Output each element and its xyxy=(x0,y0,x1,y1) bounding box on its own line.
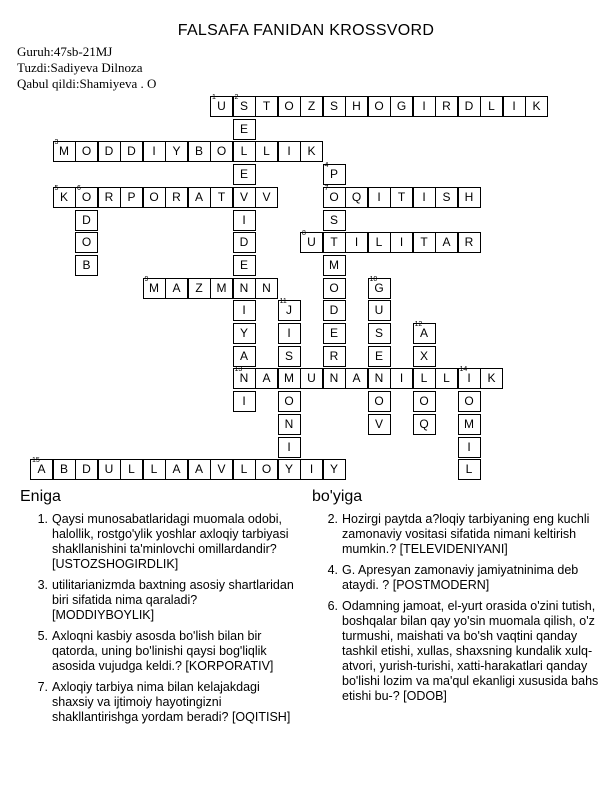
crossword-cell xyxy=(233,278,256,299)
crossword-cell xyxy=(75,255,98,276)
cell-letter: I xyxy=(242,394,246,409)
crossword-cell xyxy=(278,300,301,321)
cell-letter: L xyxy=(150,462,158,477)
down-clue-list xyxy=(320,512,600,710)
crossword-cell xyxy=(120,459,143,480)
crossword-cell xyxy=(368,96,391,117)
cell-letter: D xyxy=(329,303,339,318)
clue-number-label: 3 xyxy=(54,139,59,147)
crossword-cell xyxy=(458,414,481,435)
group-line: Guruh:47sb-21MJ xyxy=(17,44,113,59)
crossword-cell xyxy=(323,300,346,321)
clue-text: Axloqiy tarbiya nima bilan kelajakdagi shaxsiy va ijtimoiy hayotingizni shakllantirishga yordam beradi? [OQITISH] xyxy=(52,680,291,724)
crossword-cell xyxy=(413,346,436,367)
cell-letter: D xyxy=(82,462,91,477)
crossword-cell xyxy=(165,459,188,480)
crossword-cell xyxy=(323,232,346,253)
clue-number: 5. xyxy=(37,629,48,643)
crossword-cell xyxy=(323,323,346,344)
cell-letter: R xyxy=(464,235,474,250)
cell-letter: P xyxy=(329,167,338,182)
cell-letter: A xyxy=(194,189,203,204)
crossword-cell xyxy=(368,187,391,208)
cell-letter: Y xyxy=(172,144,181,159)
cell-letter: S xyxy=(442,189,451,204)
crossword-cell xyxy=(323,278,346,299)
crossword-cell xyxy=(413,323,436,344)
cell-letter: A xyxy=(172,280,181,295)
crossword-cell xyxy=(188,187,211,208)
crossword-cell xyxy=(143,275,166,299)
crossword-cell xyxy=(255,278,278,299)
cell-letter: L xyxy=(375,235,383,250)
crossword-cell xyxy=(233,96,256,117)
crossword-cell xyxy=(120,141,143,162)
cell-letter: O xyxy=(284,99,294,113)
cell-letter: O xyxy=(374,99,384,113)
crossword-cell xyxy=(233,119,256,140)
crossword-cell xyxy=(233,300,256,321)
cell-letter: I xyxy=(377,189,381,204)
crossword-cell xyxy=(458,459,481,480)
cell-letter: Y xyxy=(239,326,248,340)
clue-number-label: 10 xyxy=(369,275,378,283)
cell-letter: V xyxy=(217,462,226,477)
cell-letter: R xyxy=(329,348,339,363)
crossword-cell xyxy=(390,232,413,253)
clue-item xyxy=(30,680,302,725)
cell-letter: A xyxy=(419,326,428,340)
clue-number: 7. xyxy=(37,680,48,694)
crossword-cell xyxy=(300,96,323,117)
cell-letter: O xyxy=(329,189,339,204)
cell-letter: Y xyxy=(284,462,293,477)
clue-item xyxy=(320,512,600,557)
crossword-cell xyxy=(233,141,256,162)
cell-letter: N xyxy=(284,416,294,431)
cell-letter: R xyxy=(442,99,451,113)
crossword-cell xyxy=(278,459,301,480)
cell-letter: L xyxy=(240,462,248,477)
crossword-cell xyxy=(503,96,526,117)
cell-letter: A xyxy=(442,235,451,250)
crossword-cell xyxy=(368,391,391,412)
clue-number-label: 5 xyxy=(54,184,59,192)
crossword-cell xyxy=(413,368,436,389)
down-heading: bo'yiga xyxy=(312,488,363,505)
cell-letter: O xyxy=(374,394,384,409)
clue-number: 1. xyxy=(37,512,48,526)
crossword-cell xyxy=(390,187,413,208)
cell-letter: L xyxy=(465,462,473,477)
page-title: FALSAFA FANIDAN KROSSVORD xyxy=(177,22,435,39)
cell-letter: I xyxy=(422,99,426,113)
crossword-cell xyxy=(480,96,503,117)
crossword-cell xyxy=(233,459,256,480)
crossword-cell xyxy=(75,141,98,162)
crossword-cell xyxy=(413,187,436,208)
crossword-cell xyxy=(233,323,256,344)
crossword-cell xyxy=(345,368,368,389)
crossword-cell xyxy=(323,368,346,389)
crossword-cell xyxy=(413,96,436,117)
crossword-cell xyxy=(233,346,256,367)
crossword-cell xyxy=(210,96,233,117)
clue-number: 4. xyxy=(327,563,338,577)
cell-letter: O xyxy=(464,394,474,409)
crossword-cell xyxy=(278,437,301,458)
crossword-cell xyxy=(323,164,346,185)
cell-letter: M xyxy=(329,257,339,272)
accepted-line: Qabul qildi:Shamiyeva . O xyxy=(17,76,157,91)
clue-item xyxy=(30,512,302,572)
cell-letter: L xyxy=(488,99,495,113)
clue-number-label: 6 xyxy=(77,184,81,192)
cell-letter: Q xyxy=(419,416,429,431)
clue-text: Axloqni kasbiy asosda bo'lish bilan bir qatorda, uning bo'linishi qaysi bog'liqlik asosida vujudga keldi.? [KORPORATIV] xyxy=(52,629,274,673)
cell-letter: D xyxy=(127,144,136,159)
cell-letter: M xyxy=(59,144,69,159)
cell-letter: L xyxy=(420,371,428,386)
crossword-cell xyxy=(413,391,436,412)
cell-letter: A xyxy=(352,371,361,386)
crossword-cell xyxy=(368,346,391,367)
crossword-cell xyxy=(278,141,301,162)
cell-letter: D xyxy=(104,144,114,159)
cell-letter: Q xyxy=(351,189,362,204)
cell-letter: D xyxy=(239,235,249,250)
cell-letter: I xyxy=(309,462,314,477)
cell-letter: A xyxy=(194,462,203,477)
clue-number-label: 8 xyxy=(302,230,306,238)
cell-letter: I xyxy=(287,439,291,454)
cell-letter: V xyxy=(262,189,271,204)
crossword-cell xyxy=(345,187,368,208)
cell-letter: S xyxy=(239,99,248,113)
crossword-cell xyxy=(53,184,76,208)
author-line: Tuzdi:Sadiyeva Dilnoza xyxy=(17,60,143,75)
crossword-cell xyxy=(323,96,346,117)
cell-letter: M xyxy=(149,280,159,295)
cell-letter: L xyxy=(263,144,270,159)
crossword-cell xyxy=(30,459,53,480)
crossword-cell xyxy=(210,141,233,162)
crossword-cell xyxy=(255,368,278,389)
clue-text: Odamning jamoat, el-yurt orasida o'zini tutish, boshqalar bilan qay yo'sin muomala qilish, o'z turmushi, maishati va bo'sh vaqtini qanday tashkil etishi, xullas, shaxsning kundalik xulq-atvori, yurish-turishi, xatti-harakatlari qanday bo'lishi lozim va ma'qul ekanligi xususida bahs etishi bu-? [ODOB] xyxy=(342,599,599,703)
cell-letter: P xyxy=(127,189,136,204)
cell-letter: V xyxy=(239,189,248,204)
crossword-cell xyxy=(188,459,211,480)
clue-number-label: 15 xyxy=(32,457,40,465)
crossword-cell xyxy=(368,323,391,344)
crossword-cell xyxy=(480,368,503,389)
cell-letter: E xyxy=(329,326,338,340)
cell-letter: T xyxy=(330,235,338,250)
crossword-cell xyxy=(458,391,481,412)
cell-letter: M xyxy=(464,416,474,431)
clue-number-label: 13 xyxy=(234,366,243,374)
cell-letter: I xyxy=(399,235,404,250)
crossword-cell xyxy=(458,187,481,208)
crossword-cell xyxy=(368,414,391,435)
cell-letter: Z xyxy=(307,99,316,113)
clue-number-label: 9 xyxy=(144,275,149,283)
cell-letter: I xyxy=(399,371,404,386)
clue-item xyxy=(30,578,302,623)
clue-number-label: 7 xyxy=(324,184,329,192)
cell-letter: Z xyxy=(195,280,203,295)
crossword-cell xyxy=(413,232,436,253)
crossword-cell xyxy=(188,141,211,162)
cell-letter: M xyxy=(216,280,227,295)
clue-text: Qaysi munosabatlaridagi muomala odobi, halollik, rostgo'ylik yoshlar axloqiy tarbiyasi shakllanishini ta'minlovchi omillardandir? [USTOZSHOGIRDLIK] xyxy=(52,512,289,571)
crossword-cell xyxy=(458,437,481,458)
crossword-cell xyxy=(458,232,481,253)
crossword-cell xyxy=(233,255,256,276)
cell-letter: I xyxy=(242,212,246,227)
cell-letter: I xyxy=(467,371,471,386)
cell-letter: H xyxy=(352,99,361,113)
cell-letter: T xyxy=(420,235,428,250)
crossword-cell xyxy=(278,346,301,367)
crossword-cell xyxy=(75,232,98,253)
cell-letter: N xyxy=(374,371,384,386)
crossword-cell xyxy=(525,96,548,117)
cell-letter: T xyxy=(217,189,226,204)
cell-letter: B xyxy=(59,462,68,477)
crossword-cell xyxy=(75,184,98,208)
crossword-cell xyxy=(345,232,368,253)
clue-item xyxy=(320,563,600,593)
crossword-cell xyxy=(120,187,143,208)
crossword-cell xyxy=(300,368,323,389)
cell-letter: U xyxy=(307,235,316,250)
cell-letter: B xyxy=(194,144,203,159)
crossword-cell xyxy=(435,368,458,389)
crossword-cell xyxy=(300,459,323,480)
crossword-cell xyxy=(233,187,256,208)
cell-letter: K xyxy=(487,371,496,386)
cell-letter: D xyxy=(82,212,91,227)
cell-letter: N xyxy=(262,280,271,295)
crossword-cell xyxy=(255,141,278,162)
crossword-cell xyxy=(435,96,458,117)
clue-number-label: 11 xyxy=(279,298,287,306)
crossword-cell xyxy=(413,414,436,435)
cell-letter: A xyxy=(37,462,46,477)
crossword-cell xyxy=(165,278,188,299)
cell-letter: L xyxy=(128,462,135,477)
cell-letter: I xyxy=(242,303,246,318)
cell-letter: S xyxy=(329,212,338,227)
cell-letter: R xyxy=(104,189,114,204)
crossword-cell xyxy=(435,187,458,208)
crossword-cell xyxy=(210,187,233,208)
clue-number-label: 1 xyxy=(212,94,216,101)
clue-text: utilitarianizmda baxtning asosiy shartlaridan biri sifatida nima qaraladi? [MODDIYBOYLIK] xyxy=(52,578,294,622)
crossword-cell xyxy=(255,459,278,480)
crossword-cell xyxy=(323,184,346,208)
cell-letter: R xyxy=(172,189,181,204)
cell-letter: E xyxy=(239,121,248,136)
crossword-cell xyxy=(368,368,391,389)
crossword-cell xyxy=(98,459,121,480)
clue-text: Hozirgi paytda a?loqiy tarbiyaning eng kuchli zamonaviy vositasi sifatida nimani keltirish mumkin.? [TELEVIDENIYANI] xyxy=(342,512,590,556)
cell-letter: O xyxy=(81,235,92,250)
clue-text: G. Apresyan zamonaviy jamiyatninima deb ataydi. ? [POSTMODERN] xyxy=(342,563,579,592)
crossword-cell xyxy=(368,300,391,321)
cell-letter: I xyxy=(512,99,516,113)
cell-letter: N xyxy=(239,280,249,295)
crossword-cell xyxy=(233,391,256,412)
crossword-cell xyxy=(300,141,323,162)
crossword-cell xyxy=(368,232,391,253)
crossword-cell xyxy=(278,391,301,412)
cell-letter: L xyxy=(240,144,248,159)
cell-letter: O xyxy=(81,189,92,204)
cell-letter: J xyxy=(286,303,292,318)
cell-letter: A xyxy=(172,462,181,477)
crossword-cell xyxy=(458,96,481,117)
crossword-cell xyxy=(278,323,301,344)
cell-letter: H xyxy=(464,189,474,204)
cell-letter: L xyxy=(443,371,450,386)
cell-letter: K xyxy=(307,144,316,159)
crossword-cell xyxy=(143,459,166,480)
cell-letter: G xyxy=(396,99,407,113)
cell-letter: O xyxy=(216,144,227,159)
crossword-cell xyxy=(210,459,233,480)
cell-letter: I xyxy=(354,235,359,250)
crossword-cell xyxy=(233,232,256,253)
cell-letter: I xyxy=(152,144,156,159)
crossword-cell xyxy=(345,96,368,117)
crossword-cell xyxy=(233,368,256,389)
across-heading: Eniga xyxy=(20,488,61,505)
cell-letter: E xyxy=(239,167,248,182)
crossword-cell xyxy=(300,232,323,253)
cell-letter: A xyxy=(262,371,271,386)
clue-number: 2. xyxy=(327,512,338,526)
crossword-cell xyxy=(323,346,346,367)
cell-letter: Y xyxy=(329,462,338,477)
cell-letter: N xyxy=(329,371,339,386)
cell-letter: E xyxy=(239,257,248,272)
crossword-cell xyxy=(368,275,391,299)
cell-letter: O xyxy=(261,462,272,477)
cell-letter: D xyxy=(464,99,474,113)
cell-letter: N xyxy=(239,371,249,386)
crossword-cell xyxy=(75,459,98,480)
clue-item xyxy=(320,599,600,704)
crossword-cell xyxy=(458,368,481,389)
crossword-cell xyxy=(323,210,346,231)
cell-letter: K xyxy=(532,99,541,113)
crossword-cell xyxy=(278,414,301,435)
crossword-cell xyxy=(98,141,121,162)
cell-letter: O xyxy=(419,394,429,409)
crossword-cell xyxy=(435,232,458,253)
crossword-cell xyxy=(188,278,211,299)
crossword-cell xyxy=(165,141,188,162)
cell-letter: I xyxy=(422,189,426,204)
cell-letter: I xyxy=(467,439,471,454)
cell-letter: S xyxy=(329,99,338,113)
crossword-cell xyxy=(323,459,346,480)
across-clue-list xyxy=(30,512,302,731)
cell-letter: G xyxy=(374,280,384,295)
crossword-cell xyxy=(323,255,346,276)
cell-letter: T xyxy=(262,99,271,113)
clue-number-label: 2 xyxy=(234,94,239,101)
crossword-cell xyxy=(278,96,301,117)
cell-letter: S xyxy=(374,326,383,340)
cell-letter: X xyxy=(419,348,428,363)
crossword-cell xyxy=(390,368,413,389)
cell-letter: S xyxy=(284,348,293,363)
cell-letter: I xyxy=(287,144,291,159)
crossword-cell xyxy=(390,96,413,117)
crossword-cell xyxy=(53,141,76,162)
crossword-cell xyxy=(98,187,121,208)
cell-letter: O xyxy=(81,144,92,159)
cell-letter: U xyxy=(217,99,226,113)
crossword-cell xyxy=(165,187,188,208)
cell-letter: K xyxy=(59,189,68,204)
cell-letter: E xyxy=(374,348,383,363)
cell-letter: M xyxy=(284,371,294,386)
cell-letter: U xyxy=(374,303,384,318)
cell-letter: A xyxy=(239,348,248,363)
clue-item xyxy=(30,629,302,674)
cell-letter: U xyxy=(104,462,114,477)
cell-letter: I xyxy=(287,326,291,340)
cell-letter: O xyxy=(284,394,294,409)
cell-letter: U xyxy=(307,371,316,386)
clue-number-label: 4 xyxy=(324,162,329,170)
crossword-cell xyxy=(143,187,166,208)
cell-letter: O xyxy=(149,189,159,204)
clue-number: 6. xyxy=(327,599,338,613)
crossword-cell xyxy=(278,368,301,389)
clue-number: 3. xyxy=(37,578,48,592)
crossword-cell xyxy=(210,278,233,299)
clue-number-label: 14 xyxy=(459,366,468,374)
crossword-cell xyxy=(143,141,166,162)
crossword-cell xyxy=(233,210,256,231)
crossword-cell xyxy=(233,164,256,185)
crossword-cell xyxy=(53,459,76,480)
crossword-cell xyxy=(255,96,278,117)
cell-letter: V xyxy=(374,416,383,431)
clue-number-label: 12 xyxy=(414,321,423,328)
cell-letter: B xyxy=(82,257,91,272)
cell-letter: T xyxy=(397,189,406,204)
crossword-cell xyxy=(255,187,278,208)
crossword-cell xyxy=(75,210,98,231)
cell-letter: O xyxy=(329,280,339,295)
